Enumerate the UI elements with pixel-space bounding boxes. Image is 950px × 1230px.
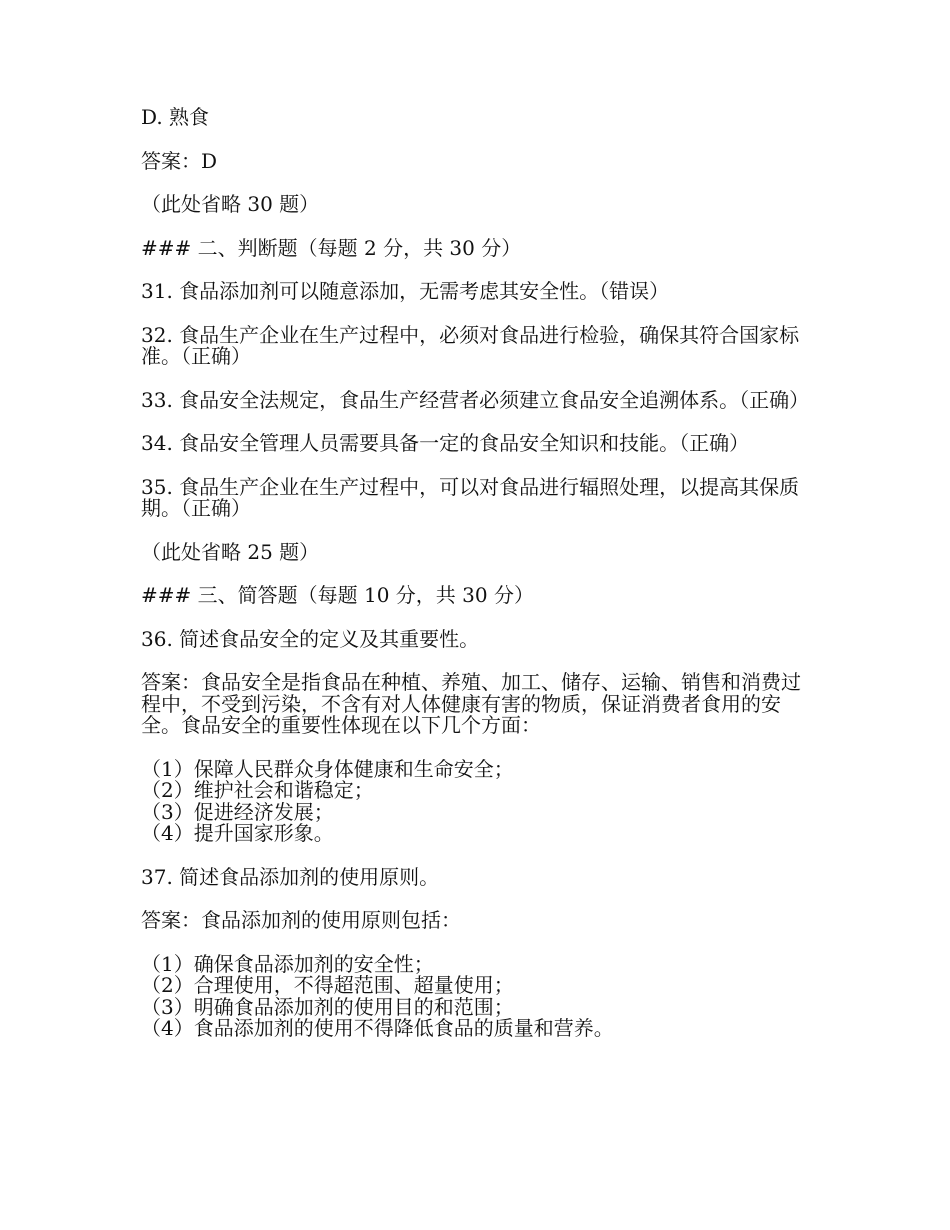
question-37-points — [141, 951, 801, 1040]
list-item: （2）维护社会和谐稳定； — [141, 778, 374, 802]
question-34: 34. 食品安全管理人员需要具备一定的食品安全知识和技能。（正确） — [141, 431, 750, 455]
question-36-answer: 答案：食品安全是指食品在种植、养殖、加工、储存、运输、销售和消费过程中，不受到污染，不含有对人体健康有害的物质，保证消费者食用的安全。食品安全的重要性体现在以下几个方面： — [141, 670, 801, 737]
omission-note: （此处省略 25 题） — [141, 539, 320, 564]
question-35: 35. 食品生产企业在生产过程中，可以对食品进行辐照处理，以提高其保质期。（正确） — [141, 474, 800, 520]
omission-note: （此处省略 30 题） — [141, 192, 320, 216]
document-page — [141, 105, 810, 1062]
list-item: （3）促进经济发展； — [141, 799, 334, 824]
question-32: 32. 食品生产企业在生产过程中，必须对食品进行检验，确保其符合国家标准。（正确） — [141, 322, 800, 368]
question-36: 36. 简述食品安全的定义及其重要性。 — [141, 626, 480, 651]
answer-line: 答案：D — [141, 148, 218, 173]
section-heading-short-answer: ### 三、简答题（每题 10 分，共 30 分） — [141, 583, 534, 607]
list-item: （4）食品添加剂的使用不得降低食品的质量和营养。 — [141, 1016, 614, 1040]
list-item: （4）提升国家形象。 — [141, 821, 334, 845]
question-31: 31. 食品添加剂可以随意添加，无需考虑其安全性。（错误） — [141, 279, 670, 303]
section-heading-true-false: ### 二、判断题（每题 2 分，共 30 分） — [141, 235, 522, 260]
question-37: 37. 简述食品添加剂的使用原则。 — [141, 864, 440, 889]
list-item: （1）确保食品添加剂的安全性； — [141, 951, 434, 976]
list-item: （3）明确食品添加剂的使用目的和范围； — [141, 994, 514, 1019]
question-36-points — [141, 756, 801, 845]
list-item: （1）保障人民群众身体健康和生命安全； — [141, 756, 514, 781]
list-item: （2）合理使用，不得超范围、超量使用； — [141, 973, 514, 997]
question-37-answer: 答案：食品添加剂的使用原则包括： — [141, 908, 461, 932]
option-d: D. 熟食 — [141, 105, 210, 129]
question-33: 33. 食品安全法规定，食品生产经营者必须建立食品安全追溯体系。（正确） — [141, 387, 810, 412]
